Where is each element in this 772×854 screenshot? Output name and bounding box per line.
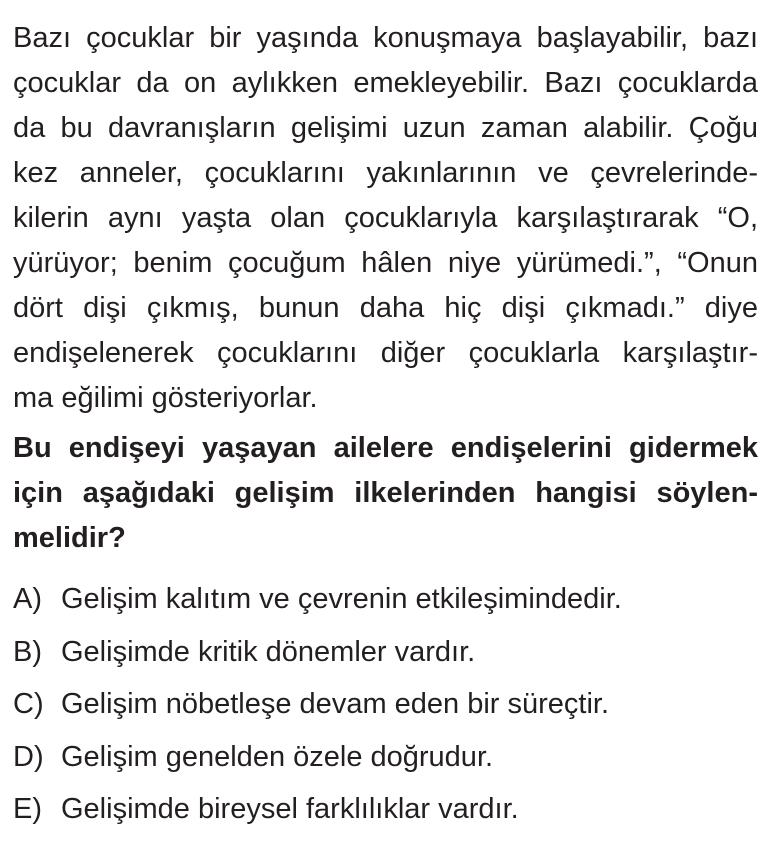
passage-line: çocuklar da on aylıkken emekleyebilir. Bazı çocuklarda [13,67,758,99]
passage-line: da bu davranışların gelişimi uzun zaman alabilir. Çoğu [13,112,758,144]
passage-line: endişelenerek çocuklarını diğer çocuklarla karşılaştır- [13,337,758,369]
question-line: Bu endişeyi yaşayan ailelere endişelerini gidermek [13,432,758,464]
option-letter: C) [13,688,44,720]
option-c[interactable] [13,686,609,722]
option-a[interactable] [13,581,622,617]
option-text: Gelişim nöbetleşe devam eden bir süreçtir. [61,688,610,720]
passage-line: kez anneler, çocuklarını yakınlarının ve çevrelerinde- [13,157,758,189]
passage-line: dört dişi çıkmış, bunun daha hiç dişi çıkmadı.” diye [13,292,758,324]
option-e[interactable] [13,791,519,827]
option-letter: E) [13,793,42,825]
question-line: için aşağıdaki gelişim ilkelerinden hangisi söylen- [13,477,758,509]
option-text: Gelişimde bireysel farklılıklar vardır. [61,793,519,825]
passage-line: yürüyor; benim çocuğum hâlen niye yürümedi.”, “Onun [13,247,758,279]
option-letter: D) [13,741,44,773]
passage-line: Bazı çocuklar bir yaşında konuşmaya başlayabilir, bazı [13,22,758,54]
option-d[interactable] [13,739,493,775]
option-text: Gelişim kalıtım ve çevrenin etkileşimindedir. [61,583,622,615]
question-line: melidir? [13,522,126,554]
option-b[interactable] [13,634,475,670]
passage-line: kilerin aynı yaşta olan çocuklarıyla karşılaştırarak “O, [13,202,758,234]
option-letter: A) [13,583,42,615]
option-letter: B) [13,636,42,668]
option-text: Gelişimde kritik dönemler vardır. [61,636,476,668]
passage-line: ma eğilimi gösteriyorlar. [13,382,318,414]
option-text: Gelişim genelden özele doğrudur. [61,741,494,773]
